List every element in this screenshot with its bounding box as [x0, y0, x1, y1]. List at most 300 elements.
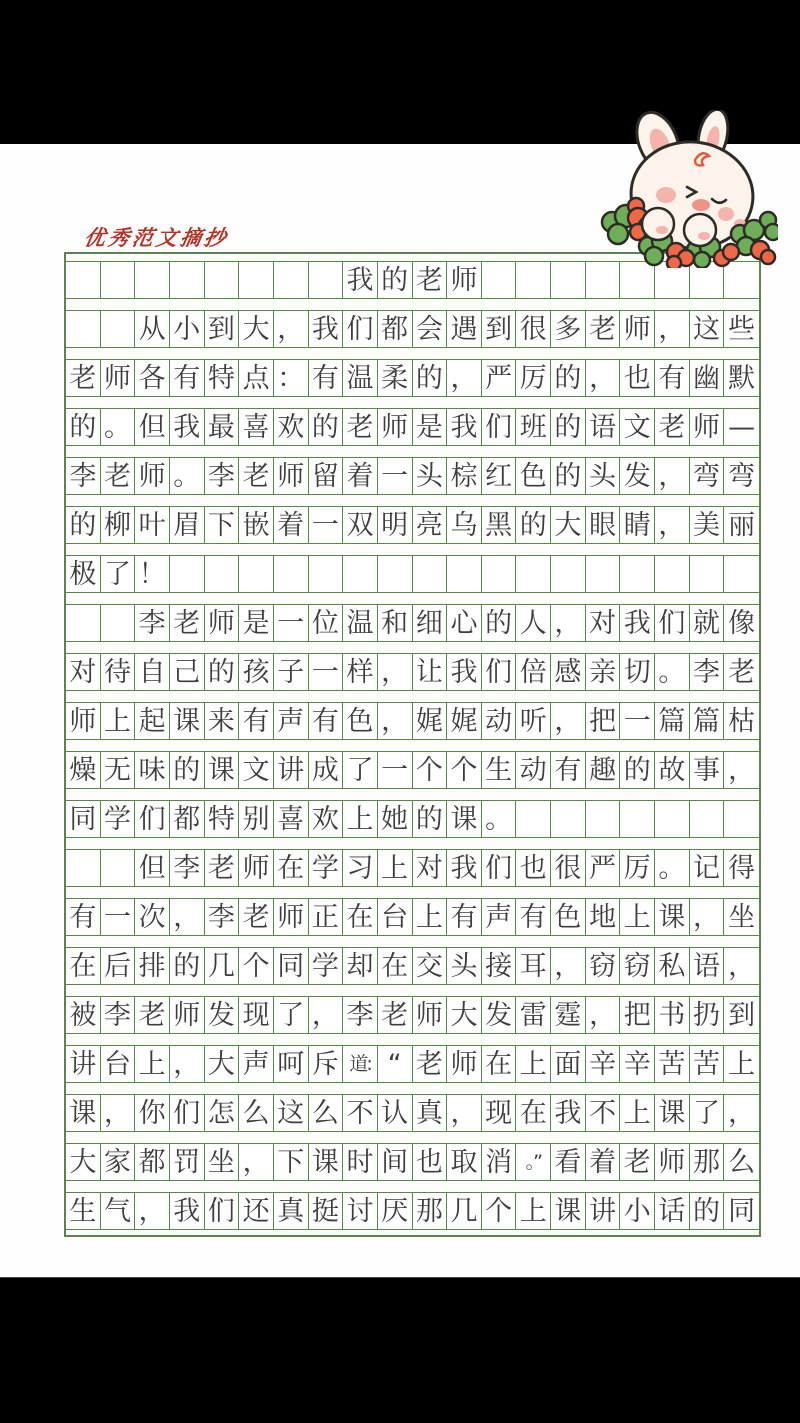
- grid-cell: 很: [516, 311, 551, 347]
- grid-cell: 着: [343, 458, 378, 494]
- grid-cell: 老: [239, 458, 274, 494]
- grid-cell: 讲: [66, 1046, 101, 1082]
- grid-cell: 个: [482, 1193, 517, 1229]
- grid-cell: 正: [309, 899, 344, 935]
- grid-cell: 把: [586, 703, 621, 739]
- grid-cell: 同: [274, 948, 309, 984]
- text-row: [66, 751, 759, 789]
- text-row: [66, 653, 759, 691]
- grid-cell: 老: [413, 1046, 448, 1082]
- grid-cell: 发: [205, 997, 240, 1033]
- grid-cell: [655, 801, 690, 837]
- row-gap-strip: [66, 299, 759, 310]
- grid-cell: 师: [274, 899, 309, 935]
- grid-cell: 在: [482, 1046, 517, 1082]
- grid-cell: ，: [239, 1144, 274, 1180]
- grid-cell: [309, 262, 344, 298]
- grid-cell: [516, 556, 551, 592]
- grid-cell: 上: [378, 850, 413, 886]
- grid-cell: 师: [205, 605, 240, 641]
- grid-cell: 从: [135, 311, 170, 347]
- grid-cell: [101, 311, 136, 347]
- grid-cell: 们: [482, 850, 517, 886]
- grid-cell: 上: [413, 899, 448, 935]
- grid-cell: 这: [274, 1095, 309, 1131]
- grid-cell: 面: [551, 1046, 586, 1082]
- grid-cell: 后: [101, 948, 136, 984]
- grid-cell: ！: [135, 556, 170, 592]
- grid-cell: 来: [205, 703, 240, 739]
- grid-cell: 老: [728, 656, 756, 688]
- grid-cell: 我: [447, 654, 482, 690]
- grid-cell: 柳: [101, 507, 136, 543]
- grid-cell: 着: [274, 507, 309, 543]
- grid-cell: ，: [728, 950, 756, 982]
- text-row: [66, 408, 759, 446]
- grid-cell: 的: [551, 458, 586, 494]
- grid-cell: ，: [655, 507, 690, 543]
- grid-cell: 上: [620, 899, 655, 935]
- text-row: [66, 359, 759, 397]
- grid-cell: 上: [101, 703, 136, 739]
- grid-cell: 篇: [655, 703, 690, 739]
- grid-cell: 个: [239, 948, 274, 984]
- grid-cell: 是: [413, 409, 448, 445]
- grid-cell: 有: [551, 752, 586, 788]
- grid-cell: [66, 605, 101, 641]
- grid-cell: 严: [586, 850, 621, 886]
- grid-cell: 乌: [447, 507, 482, 543]
- grid-cell: 也: [620, 360, 655, 396]
- grid-cell: 语: [586, 409, 621, 445]
- row-gap-strip: [66, 887, 759, 898]
- grid-cell: 么: [239, 1095, 274, 1131]
- text-row: [66, 457, 759, 495]
- grid-cell: 学: [309, 850, 344, 886]
- text-row: [66, 702, 759, 740]
- grid-cell: 大: [447, 997, 482, 1033]
- grid-cell: [655, 556, 690, 592]
- grid-cell: 排: [135, 948, 170, 984]
- grid-cell: 黑: [482, 507, 517, 543]
- grid-cell: [482, 556, 517, 592]
- grid-cell: 真: [274, 1193, 309, 1229]
- grid-cell: 记: [690, 850, 725, 886]
- grid-cell: 却: [343, 948, 378, 984]
- grid-cell: ，: [690, 899, 725, 935]
- grid-cell: 发: [482, 997, 517, 1033]
- grid-cell: [378, 556, 413, 592]
- grid-cell: 让: [413, 654, 448, 690]
- text-row: [66, 1094, 759, 1132]
- grid-cell: 文: [620, 409, 655, 445]
- grid-cell: 班: [516, 409, 551, 445]
- grid-cell: 怎: [205, 1095, 240, 1131]
- grid-cell: [551, 801, 586, 837]
- grid-cell: 真: [413, 1095, 448, 1131]
- grid-cell: 我: [447, 850, 482, 886]
- grid-cell: 师: [690, 409, 725, 445]
- grid-cell: [724, 801, 759, 837]
- grid-cell: ，: [551, 948, 586, 984]
- grid-cell: 一: [620, 703, 655, 739]
- grid-cell: 台: [101, 1046, 136, 1082]
- text-row: [66, 1143, 759, 1181]
- grid-cell: 枯: [728, 705, 756, 737]
- grid-cell: 我: [620, 605, 655, 641]
- grid-cell: 动: [516, 752, 551, 788]
- grid-cell: [620, 801, 655, 837]
- grid-cell: 有: [66, 899, 101, 935]
- grid-cell: [413, 556, 448, 592]
- grid-cell: 课: [309, 1144, 344, 1180]
- grid-cell: 李: [66, 458, 101, 494]
- grid-cell: 篇: [690, 703, 725, 739]
- grid-cell: 我: [447, 409, 482, 445]
- grid-cell: 有: [309, 703, 344, 739]
- row-gap-strip: [66, 1181, 759, 1192]
- text-row: [66, 1045, 759, 1083]
- grid-cell: 的: [170, 948, 205, 984]
- grid-cell: 声: [239, 1046, 274, 1082]
- grid-cell: 的: [482, 605, 517, 641]
- grid-cell: 事: [690, 752, 725, 788]
- grid-cell: 同: [728, 1195, 756, 1227]
- grid-cell: [274, 262, 309, 298]
- text-row: [66, 898, 759, 936]
- grid-cell: 色: [551, 899, 586, 935]
- grid-cell: 有: [170, 360, 205, 396]
- grid-cell: 。: [655, 850, 690, 886]
- grid-cell: 斥: [309, 1046, 344, 1082]
- grid-cell: 上: [728, 1048, 756, 1080]
- grid-cell: 现: [239, 997, 274, 1033]
- text-row: [66, 947, 759, 985]
- composition-grid: [64, 252, 761, 1237]
- grid-cell: 遇: [447, 311, 482, 347]
- grid-cell: 师: [239, 850, 274, 886]
- grid-cell: 特: [205, 360, 240, 396]
- grid-cell: 老: [413, 262, 448, 298]
- grid-cell: 听: [516, 703, 551, 739]
- grid-cell: 辛: [586, 1046, 621, 1082]
- grid-cell: [274, 556, 309, 592]
- grid-cell: 在: [516, 1095, 551, 1131]
- grid-cell: 上: [343, 801, 378, 837]
- grid-cell: 那: [690, 1144, 725, 1180]
- grid-cell: [170, 262, 205, 298]
- grid-cell: ，: [728, 754, 756, 786]
- grid-cell: 着: [586, 1144, 621, 1180]
- grid-cell: 师: [101, 360, 136, 396]
- grid-cell: 多: [551, 311, 586, 347]
- grid-cell: 有: [655, 360, 690, 396]
- grid-cell: 眼: [586, 507, 621, 543]
- grid-cell: 喜: [274, 801, 309, 837]
- row-gap-strip: [66, 446, 759, 457]
- grid-cell: [516, 262, 551, 298]
- grid-cell: 的: [690, 1193, 725, 1229]
- grid-cell: 们: [343, 311, 378, 347]
- grid-cell: 上: [516, 1046, 551, 1082]
- row-gap-strip: [66, 397, 759, 408]
- grid-cell: 在: [378, 948, 413, 984]
- grid-cell: [516, 801, 551, 837]
- grid-cell: 课: [655, 1095, 690, 1131]
- grid-cell: [620, 556, 655, 592]
- grid-cell: 的: [170, 752, 205, 788]
- grid-cell: 老: [586, 311, 621, 347]
- grid-cell: ，: [378, 703, 413, 739]
- grid-cell: 李: [101, 997, 136, 1033]
- grid-cell: [205, 556, 240, 592]
- grid-cell: 这: [690, 311, 725, 347]
- grid-cell: 不: [586, 1095, 621, 1131]
- grid-cell: 时: [343, 1144, 378, 1180]
- grid-cell: 子: [274, 654, 309, 690]
- grid-cell: 的: [620, 752, 655, 788]
- grid-cell: 孩: [239, 654, 274, 690]
- grid-cell: 辛: [620, 1046, 655, 1082]
- grid-cell: 李: [205, 899, 240, 935]
- grid-cell: 习: [343, 850, 378, 886]
- grid-cell: 几: [205, 948, 240, 984]
- grid-cell: 们: [482, 654, 517, 690]
- grid-cell: 人: [516, 605, 551, 641]
- grid-cell: 么: [309, 1095, 344, 1131]
- grid-cell: 极: [66, 556, 101, 592]
- grid-cell: 对: [413, 850, 448, 886]
- grid-cell: 们: [170, 1095, 205, 1131]
- row-gap-strip: [66, 642, 759, 653]
- grid-cell: 有: [447, 899, 482, 935]
- grid-cell: 讲: [274, 752, 309, 788]
- grid-cell: 像: [728, 607, 756, 639]
- grid-cell: ，: [655, 458, 690, 494]
- grid-cell: [309, 556, 344, 592]
- text-row: [66, 310, 759, 348]
- grid-cell: 看: [551, 1144, 586, 1180]
- grid-cell: 生: [66, 1193, 101, 1229]
- grid-cell: 位: [309, 605, 344, 641]
- grid-cell: 下: [274, 1144, 309, 1180]
- grid-cell: [482, 262, 517, 298]
- grid-cell: ，: [551, 703, 586, 739]
- grid-cell: 课: [170, 703, 205, 739]
- grid-cell: 取: [447, 1144, 482, 1180]
- grid-cell: 几: [447, 1193, 482, 1229]
- grid-cell: 温: [343, 360, 378, 396]
- grid-cell: 老: [205, 850, 240, 886]
- row-gap-strip: [66, 740, 759, 751]
- grid-cell: 叶: [135, 507, 170, 543]
- text-row: [66, 604, 759, 642]
- grid-cell: 喜: [239, 409, 274, 445]
- grid-cell: 我: [170, 409, 205, 445]
- grid-cell: 色: [516, 458, 551, 494]
- grid-cell: 到: [482, 311, 517, 347]
- grid-cell: [690, 556, 725, 592]
- grid-cell: 在: [274, 850, 309, 886]
- grid-cell: 都: [135, 1144, 170, 1180]
- grid-cell: 睛: [620, 507, 655, 543]
- grid-cell: ，: [655, 311, 690, 347]
- grid-cell: ，: [135, 1193, 170, 1229]
- grid-cell: 默: [728, 362, 756, 394]
- grid-cell: 的: [551, 409, 586, 445]
- grid-cell: 有: [309, 360, 344, 396]
- grid-cell: [690, 801, 725, 837]
- grid-cell: 切: [620, 654, 655, 690]
- grid-cell: 己: [170, 654, 205, 690]
- grid-cell: 双: [343, 507, 378, 543]
- grid-cell: 都: [378, 311, 413, 347]
- grid-cell: 留: [309, 458, 344, 494]
- grid-cell: ，: [101, 1095, 136, 1131]
- grid-cell: 挺: [309, 1193, 344, 1229]
- grid-cell: 一: [309, 507, 344, 543]
- grid-cell: 我: [170, 1193, 205, 1229]
- grid-cell: 的: [309, 409, 344, 445]
- grid-cell: 小: [170, 311, 205, 347]
- row-gap-strip: [66, 789, 759, 800]
- grid-cell: 一: [378, 458, 413, 494]
- grid-cell: 声: [274, 703, 309, 739]
- grid-cell: 一: [378, 752, 413, 788]
- grid-cell: 消: [482, 1144, 517, 1180]
- grid-cell: 厉: [516, 360, 551, 396]
- row-gap-strip: [66, 691, 759, 702]
- grid-cell: ：: [274, 360, 309, 396]
- grid-cell: 红: [482, 458, 517, 494]
- row-gap-strip: [66, 936, 759, 947]
- grid-cell: ，: [309, 997, 344, 1033]
- grid-cell: 学: [101, 801, 136, 837]
- grid-cell: ，: [447, 1095, 482, 1131]
- grid-cell: 上: [135, 1046, 170, 1082]
- grid-cell: 嵌: [239, 507, 274, 543]
- grid-cell: 都: [170, 801, 205, 837]
- grid-cell: 有: [239, 703, 274, 739]
- grid-cell: 明: [378, 507, 413, 543]
- grid-cell: 也: [413, 1144, 448, 1180]
- grid-cell: 美: [690, 507, 725, 543]
- grid-cell: 把: [620, 997, 655, 1033]
- grid-cell: 各: [135, 360, 170, 396]
- grid-cell: 师: [413, 997, 448, 1033]
- grid-cell: 老: [343, 409, 378, 445]
- grid-cell: 霆: [551, 997, 586, 1033]
- grid-cell: 点: [239, 360, 274, 396]
- grid-cell: 厌: [378, 1193, 413, 1229]
- grid-cell: 们: [205, 1193, 240, 1229]
- grid-cell: 一: [101, 899, 136, 935]
- grid-cell: 。: [101, 409, 136, 445]
- grid-cell: 是: [239, 605, 274, 641]
- grid-cell: 私: [655, 948, 690, 984]
- grid-cell: ，: [586, 360, 621, 396]
- grid-cell: [239, 556, 274, 592]
- grid-cell: 窃: [586, 948, 621, 984]
- grid-cell: 课: [205, 752, 240, 788]
- grid-cell: “: [378, 1046, 413, 1082]
- grid-cell: 的: [205, 654, 240, 690]
- grid-cell: 李: [690, 654, 725, 690]
- grid-cell: 声: [482, 899, 517, 935]
- grid-cell: [205, 262, 240, 298]
- grid-cell: 得: [728, 852, 756, 884]
- grid-cell: 大: [551, 507, 586, 543]
- grid-cell: 动: [482, 703, 517, 739]
- grid-cell: 她: [378, 801, 413, 837]
- grid-cell: 李: [343, 997, 378, 1033]
- grid-cell: [551, 262, 586, 298]
- grid-cell: 下: [205, 507, 240, 543]
- row-gap-strip: [66, 1034, 759, 1045]
- grid-cell: 认: [378, 1095, 413, 1131]
- text-row: [66, 555, 759, 593]
- grid-cell: 学: [309, 948, 344, 984]
- grid-cell: 老: [620, 1144, 655, 1180]
- grid-cell: ，: [378, 654, 413, 690]
- grid-cell: 苦: [655, 1046, 690, 1082]
- row-gap-strip: [66, 495, 759, 506]
- grid-cell: [724, 556, 759, 592]
- grid-cell: 幽: [690, 360, 725, 396]
- grid-cell: 坐: [205, 1144, 240, 1180]
- grid-cell: 书: [655, 997, 690, 1033]
- grid-cell: 课: [551, 1193, 586, 1229]
- grid-cell: 起: [135, 703, 170, 739]
- grid-cell: 和: [378, 605, 413, 641]
- grid-cell: 就: [690, 605, 725, 641]
- grid-cell: [135, 262, 170, 298]
- grid-cell: ，: [447, 360, 482, 396]
- grid-cell: ，: [586, 997, 621, 1033]
- row-gap-strip: [66, 838, 759, 849]
- grid-cell: 头: [413, 458, 448, 494]
- grid-cell: 间: [378, 1144, 413, 1180]
- grid-cell: [170, 556, 205, 592]
- grid-cell: 的: [413, 360, 448, 396]
- grid-cell: 地: [586, 899, 621, 935]
- header-script-label: 优秀范文摘抄: [81, 222, 235, 257]
- grid-cell: 会: [413, 311, 448, 347]
- grid-cell: 苦: [690, 1046, 725, 1082]
- grid-cell: 坐: [728, 901, 756, 933]
- grid-cell: 老: [170, 605, 205, 641]
- grid-cell: 大: [205, 1046, 240, 1082]
- grid-cell: 个: [413, 752, 448, 788]
- grid-cell: 温: [343, 605, 378, 641]
- grid-cell: ，: [170, 899, 205, 935]
- grid-cell: [447, 556, 482, 592]
- grid-cell: 欢: [309, 801, 344, 837]
- text-row: [66, 800, 759, 838]
- grid-cell: 特: [205, 801, 240, 837]
- grid-cell: 同: [66, 801, 101, 837]
- grid-cell: 娓: [447, 703, 482, 739]
- grid-cell: 道:: [343, 1046, 378, 1082]
- grid-cell: 发: [620, 458, 655, 494]
- grid-cell: 味: [135, 752, 170, 788]
- grid-cell: 到: [728, 999, 756, 1031]
- grid-cell: 生: [482, 752, 517, 788]
- grid-cell: 个: [447, 752, 482, 788]
- grid-cell: 家: [101, 1144, 136, 1180]
- grid-cell: 师: [274, 458, 309, 494]
- grid-cell: 交: [413, 948, 448, 984]
